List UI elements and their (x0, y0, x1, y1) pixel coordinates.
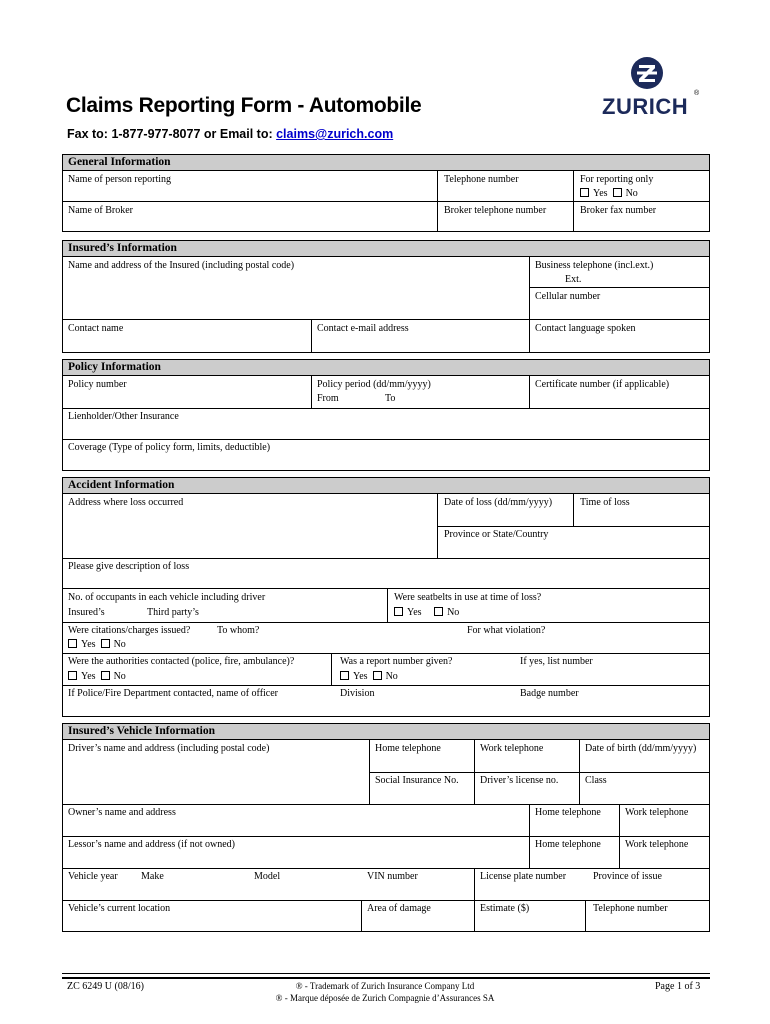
report-yes-no (340, 671, 398, 683)
vehicle-make-field[interactable]: Make (141, 871, 164, 882)
yes-label: Yes (593, 188, 608, 199)
area-of-damage-field[interactable]: Area of damage (367, 903, 431, 914)
third-party-occupants-field[interactable]: Third party’s (147, 607, 199, 618)
form-code: ZC 6249 U (08/16) (67, 981, 144, 992)
lessor-name-address-field[interactable]: Lessor’s name and address (if not owned) (68, 839, 235, 850)
no-label: No (113, 639, 126, 650)
section-heading: General Information (63, 155, 709, 171)
policy-from-field[interactable]: From (317, 393, 339, 404)
citations-yes-no (68, 639, 126, 651)
contact-name-field[interactable]: Contact name (68, 323, 124, 334)
extension-field[interactable]: Ext. (565, 274, 582, 285)
seatbelts-yes-no (394, 607, 459, 619)
yes-label: Yes (81, 671, 96, 682)
footer-divider (62, 973, 710, 979)
logo-wordmark: ZURICH (602, 94, 689, 119)
authorities-yes-no (68, 671, 126, 683)
owner-home-telephone-field[interactable]: Home telephone (535, 807, 601, 818)
zurich-emblem-icon (630, 56, 664, 90)
coverage-field[interactable]: Coverage (Type of policy form, limits, deductible) (68, 442, 271, 453)
section-heading: Insured’s Vehicle Information (63, 724, 709, 740)
section-heading: Accident Information (63, 478, 709, 494)
contact-email-field[interactable]: Contact e-mail address (317, 323, 409, 334)
lienholder-field[interactable]: Lienholder/Other Insurance (68, 411, 179, 422)
email-link[interactable]: claims@zurich.com (276, 127, 394, 141)
reporting-yes-checkbox[interactable] (580, 188, 589, 197)
estimate-field[interactable]: Estimate ($) (480, 903, 530, 914)
report-given-label: Was a report number given? (340, 656, 453, 667)
contact-language-field[interactable]: Contact language spoken (535, 323, 636, 334)
policy-period-label: Policy period (dd/mm/yyyy) (317, 379, 431, 390)
vehicle-location-field[interactable]: Vehicle’s current location (68, 903, 171, 914)
citations-yes-checkbox[interactable] (68, 639, 77, 648)
badge-number-field[interactable]: Badge number (520, 688, 579, 699)
name-reporting-field[interactable]: Name of person reporting (68, 174, 172, 185)
time-of-loss-field[interactable]: Time of loss (580, 497, 630, 508)
authorities-yes-checkbox[interactable] (68, 671, 77, 680)
trademark-french: ® - Marque déposée de Zurich Compagnie d’Assurances SA (275, 993, 495, 1003)
vehicle-year-field[interactable]: Vehicle year (68, 871, 118, 882)
loss-description-field[interactable]: Please give description of loss (68, 561, 190, 572)
report-yes-checkbox[interactable] (340, 671, 349, 680)
insureds-occupants-field[interactable]: Insured’s (68, 607, 105, 618)
citations-no-checkbox[interactable] (101, 639, 110, 648)
citations-label: Were citations/charges issued? (68, 625, 191, 636)
section-heading: Policy Information (63, 360, 709, 376)
lessor-work-telephone-field[interactable]: Work telephone (625, 839, 689, 850)
seatbelts-no-checkbox[interactable] (434, 607, 443, 616)
license-plate-field[interactable]: License plate number (480, 871, 567, 882)
vin-number-field[interactable]: VIN number (367, 871, 418, 882)
driver-name-address-field[interactable]: Driver’s name and address (including postal code) (68, 743, 270, 754)
yes-label: Yes (81, 639, 96, 650)
date-of-birth-field[interactable]: Date of birth (dd/mm/yyyy) (585, 743, 697, 754)
province-country-field[interactable]: Province or State/Country (444, 529, 549, 540)
report-no-checkbox[interactable] (373, 671, 382, 680)
insured-information-section (62, 240, 710, 353)
zurich-logo (598, 56, 708, 122)
telephone-field[interactable]: Telephone number (444, 174, 519, 185)
logo-registered-mark: ® (694, 90, 700, 97)
reporting-no-checkbox[interactable] (613, 188, 622, 197)
no-label: No (385, 671, 398, 682)
policy-to-field[interactable]: To (385, 393, 396, 404)
loss-address-field[interactable]: Address where loss occurred (68, 497, 184, 508)
policy-number-field[interactable]: Policy number (68, 379, 127, 390)
owner-work-telephone-field[interactable]: Work telephone (625, 807, 689, 818)
driver-work-telephone-field[interactable]: Work telephone (480, 743, 544, 754)
fax-text: Fax to: 1-877-977-8077 or Email to: (67, 127, 277, 141)
lessor-home-telephone-field[interactable]: Home telephone (535, 839, 601, 850)
no-label: No (625, 188, 638, 199)
accident-information-section (62, 477, 710, 717)
reporting-only-label: For reporting only (580, 174, 654, 185)
broker-telephone-field[interactable]: Broker telephone number (444, 205, 547, 216)
occupants-label: No. of occupants in each vehicle including driver (68, 592, 266, 603)
general-information-section (62, 154, 710, 232)
yes-label: Yes (353, 671, 368, 682)
violation-field[interactable]: For what violation? (467, 625, 546, 636)
fax-email-line (67, 127, 393, 141)
broker-name-field[interactable]: Name of Broker (68, 205, 133, 216)
seatbelts-yes-checkbox[interactable] (394, 607, 403, 616)
date-of-loss-field[interactable]: Date of loss (dd/mm/yyyy) (444, 497, 553, 508)
no-label: No (447, 607, 460, 618)
reporting-yes-no (580, 188, 638, 200)
province-of-issue-field[interactable]: Province of issue (593, 871, 662, 882)
trademark-english: ® - Trademark of Zurich Insurance Company Ltd (295, 981, 475, 991)
no-label: No (113, 671, 126, 682)
form-title: Claims Reporting Form - Automobile (66, 94, 422, 117)
owner-name-address-field[interactable]: Owner’s name and address (68, 807, 176, 818)
report-number-field[interactable]: If yes, list number (520, 656, 593, 667)
social-insurance-field[interactable]: Social Insurance No. (375, 775, 459, 786)
cellular-field[interactable]: Cellular number (535, 291, 601, 302)
driver-home-telephone-field[interactable]: Home telephone (375, 743, 441, 754)
policy-information-section (62, 359, 710, 471)
insured-name-address-field[interactable]: Name and address of the Insured (including postal code) (68, 260, 295, 271)
certificate-number-field[interactable]: Certificate number (if applicable) (535, 379, 670, 390)
drivers-license-field[interactable]: Driver’s license no. (480, 775, 559, 786)
division-field[interactable]: Division (340, 688, 375, 699)
section-heading: Insured’s Information (63, 241, 709, 257)
seatbelts-label: Were seatbelts in use at time of loss? (394, 592, 542, 603)
officer-name-field[interactable]: If Police/Fire Department contacted, name of officer (68, 688, 279, 699)
authorities-label: Were the authorities contacted (police, fire, ambulance)? (68, 656, 295, 667)
yes-label: Yes (407, 607, 422, 618)
location-telephone-field[interactable]: Telephone number (593, 903, 668, 914)
business-telephone-field[interactable]: Business telephone (incl.ext.) (535, 260, 654, 271)
to-whom-field[interactable]: To whom? (217, 625, 260, 636)
vehicle-information-section (62, 723, 710, 932)
page-number: Page 1 of 3 (655, 981, 701, 992)
license-class-field[interactable]: Class (585, 775, 607, 786)
vehicle-model-field[interactable]: Model (254, 871, 281, 882)
authorities-no-checkbox[interactable] (101, 671, 110, 680)
broker-fax-field[interactable]: Broker fax number (580, 205, 657, 216)
